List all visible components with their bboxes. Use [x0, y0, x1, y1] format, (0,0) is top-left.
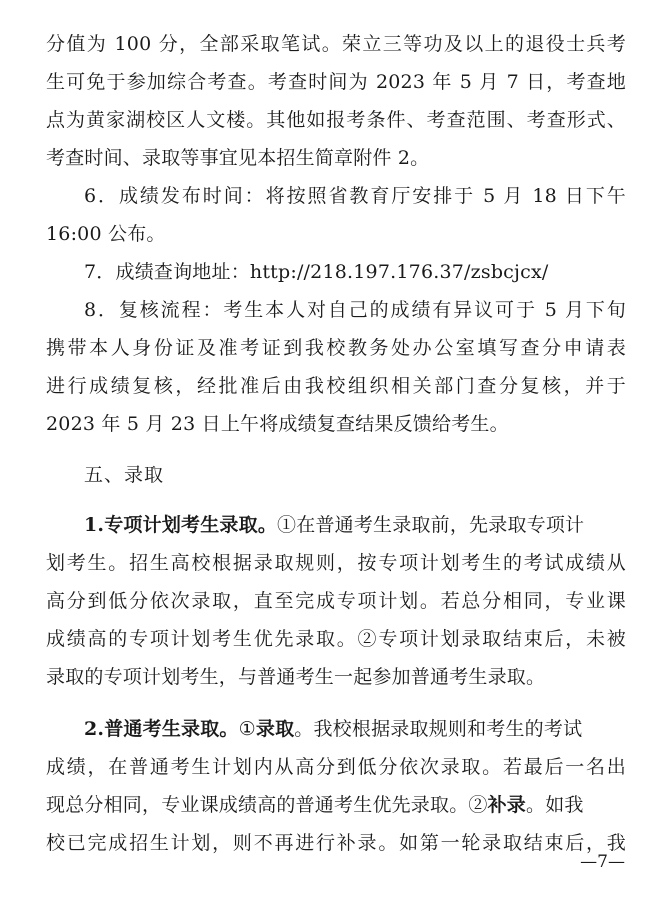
paragraph-line: 2023 年 5 月 23 日上午将成绩复查结果反馈给考生。	[46, 413, 509, 435]
paragraph-line: 生可免于参加综合考查。考查时间为 2023 年 5 月 7 日，考查地	[46, 71, 626, 93]
item-heading: 1.专项计划考生录取。	[84, 514, 278, 536]
text-run: 。如我	[526, 794, 584, 816]
paragraph-line: 考查时间、录取等事宜见本招生简章附件 2。	[46, 147, 430, 169]
paragraph-line: 进行成绩复核，经批准后由我校组织相关部门查分复核，并于	[46, 375, 626, 397]
bold-term: 录取	[255, 718, 295, 740]
paragraph-line: 分值为 100 分，全部采取笔试。荣立三等功及以上的退役士兵考	[46, 33, 626, 55]
paragraph-line: 成绩高的专项计划考生优先录取。②专项计划录取结束后，未被	[46, 628, 626, 650]
paragraph-line: 8．复核流程：考生本人对自己的成绩有异议可于 5 月下旬	[84, 299, 626, 321]
page-number: —7—	[580, 852, 625, 872]
section-heading: 五、录取	[84, 464, 165, 486]
paragraph-line	[84, 710, 626, 748]
paragraph-line: 成绩，在普通考生计划内从高分到低分依次录取。若最后一名出	[46, 756, 626, 778]
paragraph-line: 高分到低分依次录取，直至完成专项计划。若总分相同，专业课	[46, 590, 626, 612]
paragraph-line: 点为黄家湖校区人文楼。其他如报考条件、考查范围、考查形式、	[46, 109, 626, 131]
text-run: ①在普通考生录取前，先录取专项计	[277, 514, 585, 536]
item-heading: 2.普通考生录取。	[84, 718, 239, 740]
bold-term: 补录	[487, 794, 527, 816]
paragraph-line: 16:00 公布。	[46, 223, 166, 245]
text-run: ①	[238, 718, 256, 740]
paragraph-line: 6．成绩发布时间：将按照省教育厅安排于 5 月 18 日下午	[84, 185, 626, 207]
paragraph-line: 录取的专项计划考生，与普通考生一起参加普通考生录取。	[46, 666, 546, 688]
text-run: 现总分相同，专业课成绩高的普通考生优先录取。②	[46, 794, 488, 816]
paragraph-line: 校已完成招生计划，则不再进行补录。如第一轮录取结束后，我	[46, 832, 626, 854]
paragraph-line	[46, 786, 626, 824]
paragraph-line	[84, 506, 626, 544]
paragraph-line: 7．成绩查询地址：http://218.197.176.37/zsbcjcx/	[84, 261, 549, 283]
paragraph-line: 划考生。招生高校根据录取规则，按专项计划考生的考试成绩从	[46, 552, 626, 574]
paragraph-line: 携带本人身份证及准考证到我校教务处办公室填写查分申请表	[46, 337, 626, 359]
text-run: 。我校根据录取规则和考生的考试	[294, 718, 583, 740]
